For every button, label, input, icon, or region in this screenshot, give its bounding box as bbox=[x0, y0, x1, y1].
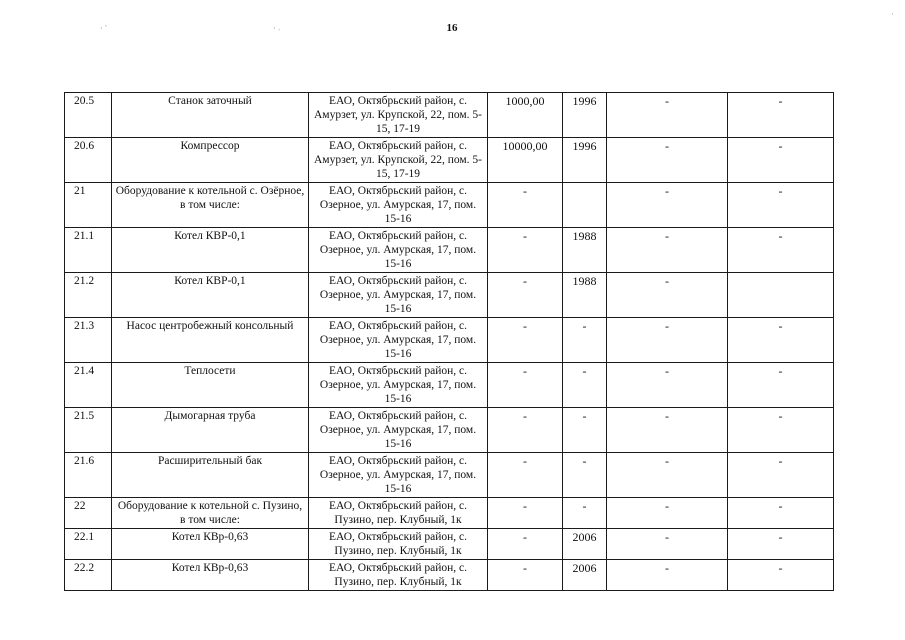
cell-number: 20.5 bbox=[65, 93, 112, 138]
cell-year: - bbox=[563, 498, 607, 529]
cell-value: - bbox=[488, 318, 563, 363]
table-row bbox=[65, 93, 834, 138]
cell-number: 21.4 bbox=[65, 363, 112, 408]
scan-speck: · ˋ bbox=[100, 24, 108, 33]
cell-col7: - bbox=[728, 318, 834, 363]
cell-number: 21.1 bbox=[65, 228, 112, 273]
cell-year: 1996 bbox=[563, 138, 607, 183]
table-row bbox=[65, 183, 834, 228]
cell-col6: - bbox=[607, 408, 728, 453]
cell-value: - bbox=[488, 453, 563, 498]
table-row bbox=[65, 273, 834, 318]
table-row bbox=[65, 529, 834, 560]
cell-col7: - bbox=[728, 363, 834, 408]
cell-number: 21.3 bbox=[65, 318, 112, 363]
cell-year: - bbox=[563, 453, 607, 498]
cell-name: Котел КВр-0,63 bbox=[112, 560, 309, 591]
cell-address: ЕАО, Октябрьский район, с. Пузино, пер. Клубный, 1к bbox=[309, 560, 488, 591]
cell-name: Расширительный бак bbox=[112, 453, 309, 498]
cell-year: - bbox=[563, 318, 607, 363]
cell-value: - bbox=[488, 560, 563, 591]
property-registry-table bbox=[64, 92, 834, 591]
table-row bbox=[65, 363, 834, 408]
cell-col6: - bbox=[607, 363, 728, 408]
table-row bbox=[65, 318, 834, 363]
cell-address: ЕАО, Октябрьский район, с. Пузино, пер. Клубный, 1к bbox=[309, 498, 488, 529]
cell-col7: - bbox=[728, 498, 834, 529]
cell-value: - bbox=[488, 529, 563, 560]
table-row bbox=[65, 228, 834, 273]
cell-col6: - bbox=[607, 318, 728, 363]
cell-col7: - bbox=[728, 228, 834, 273]
cell-col7: - bbox=[728, 453, 834, 498]
cell-col7: - bbox=[728, 93, 834, 138]
cell-col6: - bbox=[607, 453, 728, 498]
cell-year: 1988 bbox=[563, 273, 607, 318]
cell-number: 20.6 bbox=[65, 138, 112, 183]
cell-value: 10000,00 bbox=[488, 138, 563, 183]
cell-col7: - bbox=[728, 408, 834, 453]
table-row bbox=[65, 560, 834, 591]
cell-number: 21.5 bbox=[65, 408, 112, 453]
cell-col6: - bbox=[607, 529, 728, 560]
table-row bbox=[65, 453, 834, 498]
scan-speck: · ˒ bbox=[273, 24, 281, 33]
cell-value: - bbox=[488, 183, 563, 228]
cell-address: ЕАО, Октябрьский район, с. Озерное, ул. Амурская, 17, пом. 15-16 bbox=[309, 318, 488, 363]
cell-year: - bbox=[563, 408, 607, 453]
cell-number: 22.2 bbox=[65, 560, 112, 591]
table-row bbox=[65, 138, 834, 183]
cell-name: Котел КВр-0,63 bbox=[112, 529, 309, 560]
cell-address: ЕАО, Октябрьский район, с. Амурзет, ул. Крупской, 22, пом. 5-15, 17-19 bbox=[309, 93, 488, 138]
cell-address: ЕАО, Октябрьский район, с. Озерное, ул. Амурская, 17, пом. 15-16 bbox=[309, 408, 488, 453]
cell-year: 1988 bbox=[563, 228, 607, 273]
cell-name: Оборудование к котельной с. Озёрное, в том числе: bbox=[112, 183, 309, 228]
page-number: 16 bbox=[446, 22, 458, 34]
cell-col7: - bbox=[728, 529, 834, 560]
cell-number: 21.2 bbox=[65, 273, 112, 318]
cell-value: 1000,00 bbox=[488, 93, 563, 138]
cell-number: 22 bbox=[65, 498, 112, 529]
cell-col6: - bbox=[607, 93, 728, 138]
cell-name: Насос центробежный консольный bbox=[112, 318, 309, 363]
cell-col6: - bbox=[607, 498, 728, 529]
cell-name: Оборудование к котельной с. Пузино, в том числе: bbox=[112, 498, 309, 529]
cell-number: 21 bbox=[65, 183, 112, 228]
cell-col7: - bbox=[728, 138, 834, 183]
cell-year: 2006 bbox=[563, 529, 607, 560]
cell-name: Котел КВР-0,1 bbox=[112, 228, 309, 273]
cell-col6: - bbox=[607, 273, 728, 318]
cell-value: - bbox=[488, 408, 563, 453]
cell-address: ЕАО, Октябрьский район, с. Озерное, ул. Амурская, 17, пом. 15-16 bbox=[309, 273, 488, 318]
cell-col6: - bbox=[607, 228, 728, 273]
cell-name: Теплосети bbox=[112, 363, 309, 408]
cell-name: Станок заточный bbox=[112, 93, 309, 138]
cell-year: - bbox=[563, 363, 607, 408]
cell-col6: - bbox=[607, 138, 728, 183]
cell-col7: - bbox=[728, 183, 834, 228]
table-row bbox=[65, 408, 834, 453]
cell-col6: - bbox=[607, 560, 728, 591]
scan-speck: · bbox=[891, 10, 894, 19]
cell-col6: - bbox=[607, 183, 728, 228]
cell-address: ЕАО, Октябрьский район, с. Пузино, пер. Клубный, 1к bbox=[309, 529, 488, 560]
cell-year: 2006 bbox=[563, 560, 607, 591]
cell-address: ЕАО, Октябрьский район, с. Озерное, ул. Амурская, 17, пом. 15-16 bbox=[309, 228, 488, 273]
cell-value: - bbox=[488, 363, 563, 408]
cell-col7 bbox=[728, 273, 834, 318]
cell-address: ЕАО, Октябрьский район, с. Озерное, ул. Амурская, 17, пом. 15-16 bbox=[309, 363, 488, 408]
cell-col7: - bbox=[728, 560, 834, 591]
cell-address: ЕАО, Октябрьский район, с. Озерное, ул. Амурская, 17, пом. 15-16 bbox=[309, 453, 488, 498]
cell-name: Дымогарная труба bbox=[112, 408, 309, 453]
cell-address: ЕАО, Октябрьский район, с. Озерное, ул. Амурская, 17, пом. 15-16 bbox=[309, 183, 488, 228]
cell-value: - bbox=[488, 498, 563, 529]
cell-number: 22.1 bbox=[65, 529, 112, 560]
cell-name: Котел КВР-0,1 bbox=[112, 273, 309, 318]
cell-name: Компрессор bbox=[112, 138, 309, 183]
cell-number: 21.6 bbox=[65, 453, 112, 498]
table-row bbox=[65, 498, 834, 529]
cell-value: - bbox=[488, 228, 563, 273]
cell-address: ЕАО, Октябрьский район, с. Амурзет, ул. Крупской, 22, пом. 5-15, 17-19 bbox=[309, 138, 488, 183]
cell-value: - bbox=[488, 273, 563, 318]
cell-year bbox=[563, 183, 607, 228]
cell-year: 1996 bbox=[563, 93, 607, 138]
